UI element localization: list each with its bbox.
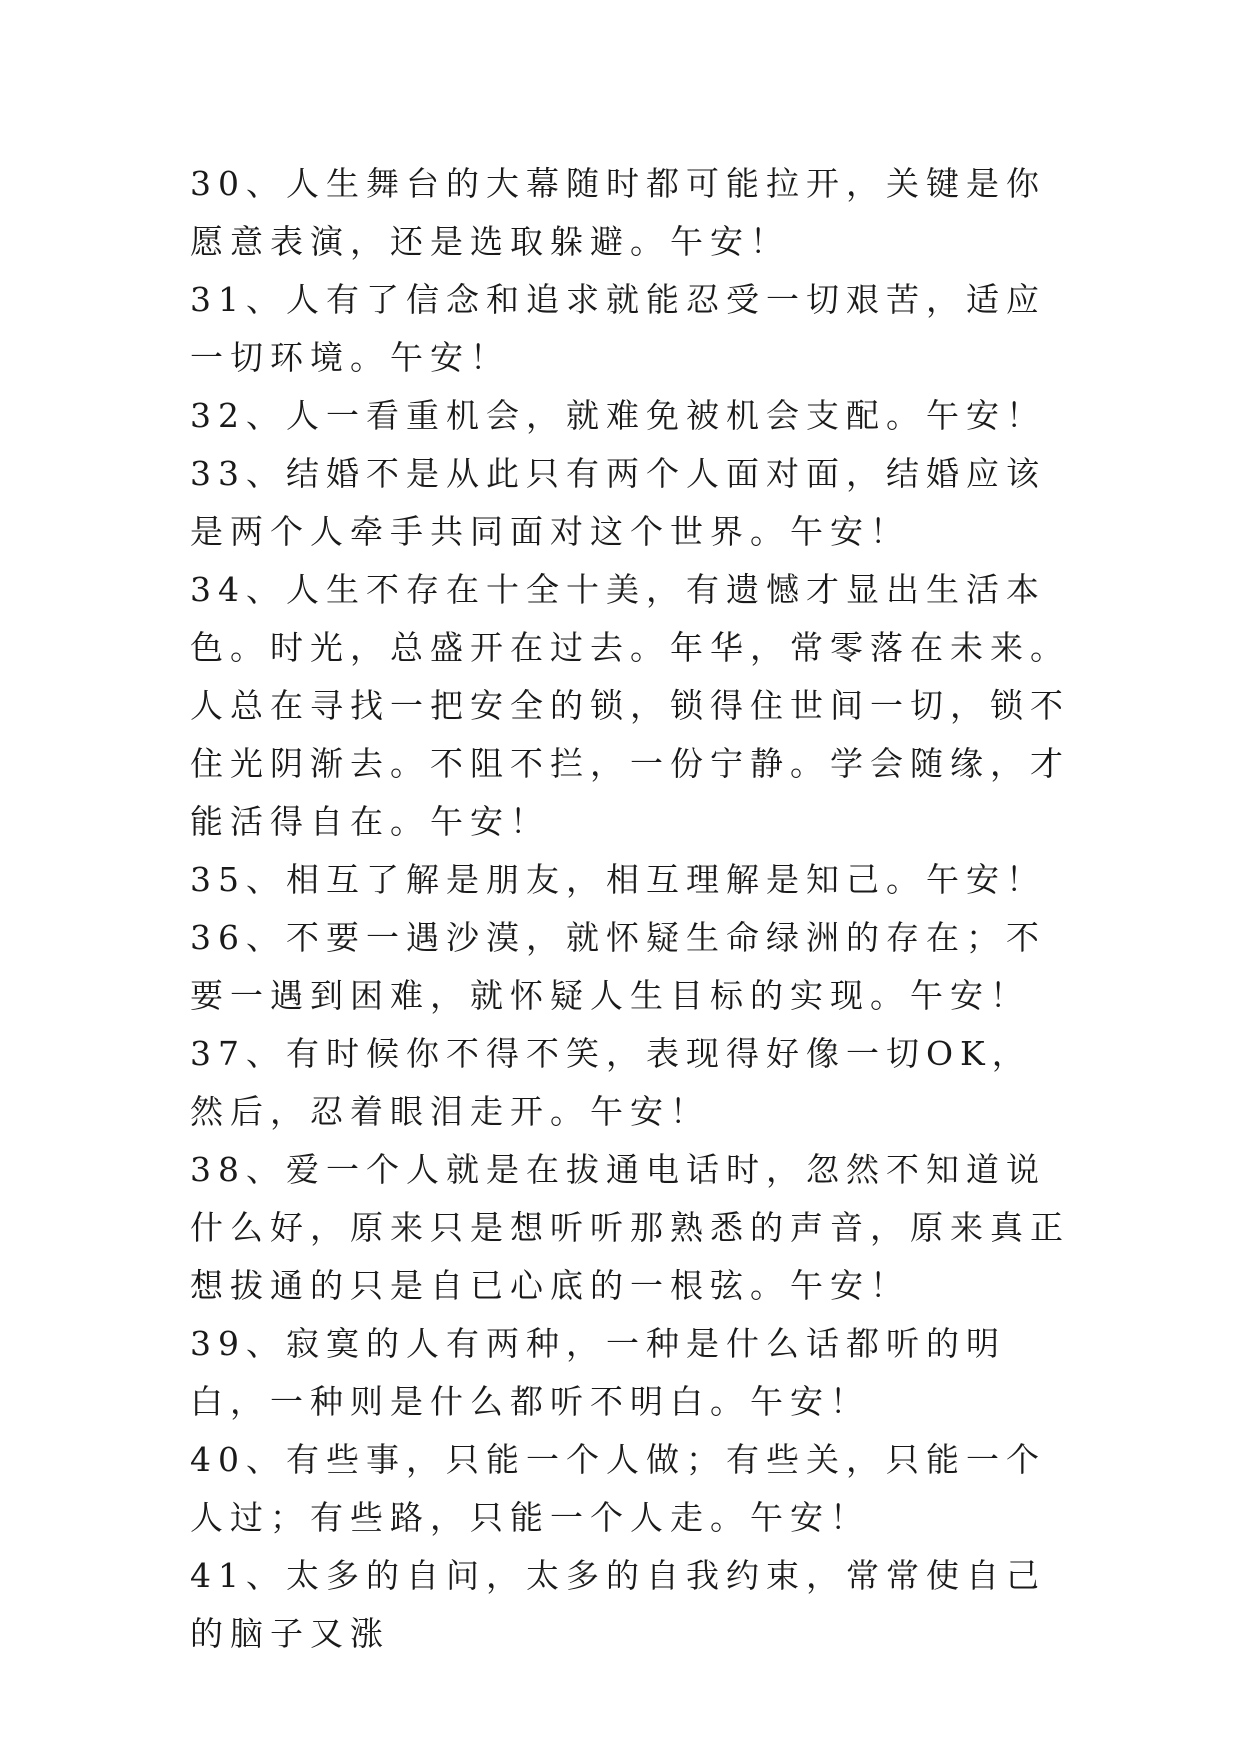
paragraph-37: 37、有时候你不得不笑，表现得好像一切OK，然后，忍着眼泪走开。午安！: [190, 1034, 1032, 1131]
paragraph-30: 30、人生舞台的大幕随时都可能拉开，关键是你愿意表演，还是选取躲避。午安！: [190, 164, 1046, 261]
paragraph-38: 38、爱一个人就是在拔通电话时，忽然不知道说什么好，原来只是想听听那熟悉的声音，原来真正想拔通的只是自已心底的一根弦。午安！: [190, 1150, 1070, 1305]
paragraph-41: 41、太多的自问，太多的自我约束，常常使自己的脑子又涨: [190, 1556, 1046, 1653]
paragraph-31: 31、人有了信念和追求就能忍受一切艰苦，适应一切环境。午安！: [190, 280, 1046, 377]
document-body: [190, 155, 1070, 1663]
paragraph-33: 33、结婚不是从此只有两个人面对面，结婚应该是两个人牵手共同面对这个世界。午安！: [190, 454, 1046, 551]
paragraph-35: 35、相互了解是朋友，相互理解是知己。午安！: [190, 860, 1046, 899]
paragraph-36: 36、不要一遇沙漠，就怀疑生命绿洲的存在；不要一遇到困难，就怀疑人生目标的实现。午安！: [190, 918, 1046, 1015]
paragraph-32: 32、人一看重机会，就难免被机会支配。午安！: [190, 396, 1046, 435]
paragraph-39: 39、寂寞的人有两种，一种是什么话都听的明白，一种则是什么都听不明白。午安！: [190, 1324, 1006, 1421]
paragraph-40: 40、有些事，只能一个人做；有些关，只能一个人过；有些路，只能一个人走。午安！: [190, 1440, 1046, 1537]
paragraph-34: 34、人生不存在十全十美，有遗憾才显出生活本色。时光，总盛开在过去。年华，常零落在未来。人总在寻找一把安全的锁，锁得住世间一切，锁不住光阴渐去。不阻不拦，一份宁静。学会随缘，才能活得自在。午安！: [190, 570, 1070, 841]
